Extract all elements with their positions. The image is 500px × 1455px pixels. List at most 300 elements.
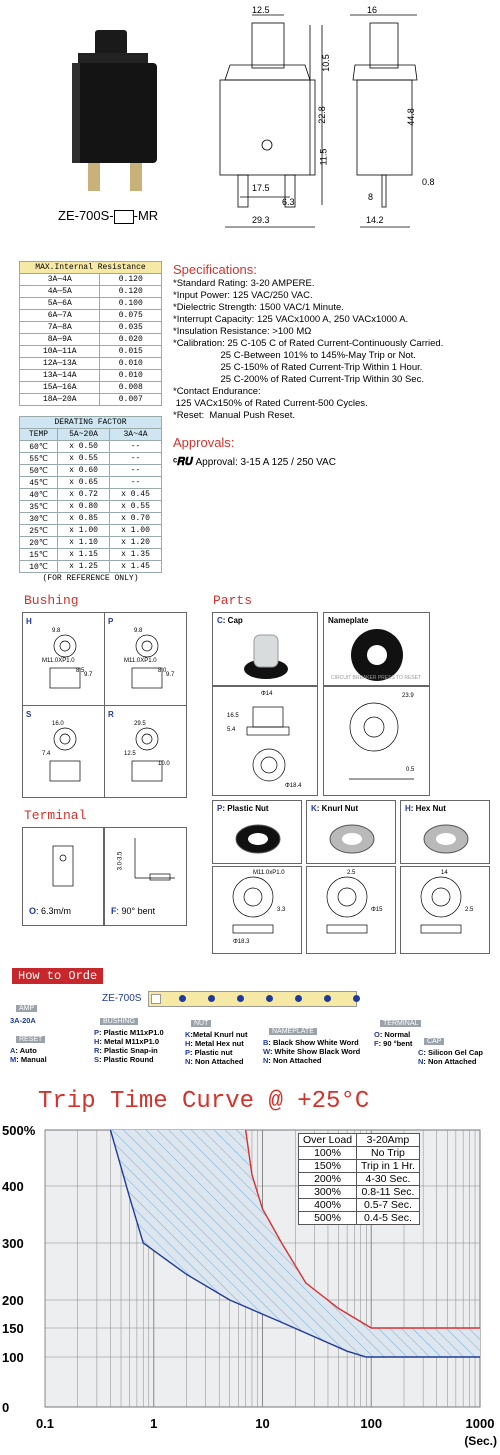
bushing-dim: 8.5 xyxy=(76,668,85,674)
value-cell: 0.100 xyxy=(100,298,162,310)
dim-10-5: 10.5 xyxy=(320,54,331,72)
spec-line: 25 C-Between 101% to 145%-May Trip or Not. xyxy=(173,350,416,361)
approvals-text: Approval: 3-15 A 125 / 250 VAC xyxy=(195,457,336,468)
terminal-o-label xyxy=(29,906,71,916)
overload-row xyxy=(299,1160,420,1173)
parts-title: Parts xyxy=(213,593,253,608)
table-row xyxy=(20,513,162,525)
table-cell: x 1.35 xyxy=(110,549,162,561)
cap-label-text: : Cap xyxy=(222,616,243,625)
order-bushing-option xyxy=(94,1028,164,1037)
spec-line: *Interrupt Capacity: 125 VACx1000 A, 250 VACx1000 A. xyxy=(173,314,409,325)
nut-photo-box xyxy=(306,800,396,864)
overload-table xyxy=(298,1133,420,1225)
terminal-f-dim: 3.0-3.5 xyxy=(117,851,124,871)
nut-label-text: : Knurl Nut xyxy=(316,804,359,813)
table-cell: x 1.10 xyxy=(58,537,110,549)
order-nut-option xyxy=(185,1039,244,1048)
option-label: : Metal M11xP1.0 xyxy=(99,1037,160,1046)
value-cell: 0.020 xyxy=(100,334,162,346)
overload-cell: 500% xyxy=(299,1212,357,1225)
table-cell: x 0.55 xyxy=(58,453,110,465)
side-view-drawing xyxy=(345,5,435,240)
dim-14-2: 14.2 xyxy=(366,215,384,225)
bushing-dim: 16.0 xyxy=(52,721,64,727)
overload-cell: 0.4-5 Sec. xyxy=(357,1212,420,1225)
model-label xyxy=(58,208,158,224)
overload-row xyxy=(299,1147,420,1160)
option-label: : Non Attached xyxy=(268,1056,322,1065)
option-key: A xyxy=(10,1046,16,1055)
order-box-amp xyxy=(151,994,161,1004)
nut-dim: Φ15 xyxy=(371,907,383,913)
value-cell: 0.007 xyxy=(100,394,162,406)
table-cell: 45℃ xyxy=(20,477,58,489)
table-cell: -- xyxy=(110,465,162,477)
table-cell: x 0.60 xyxy=(58,465,110,477)
resistance-table-header: MAX.Internal Resistance xyxy=(20,262,162,274)
spec-line: *Contact Endurance: xyxy=(173,386,261,397)
overload-cell: 200% xyxy=(299,1173,357,1186)
table-row xyxy=(20,525,162,537)
order-terminal-option xyxy=(374,1039,412,1048)
specifications-title: Specifications: xyxy=(173,262,257,277)
option-key: N xyxy=(185,1057,191,1066)
order-boxes xyxy=(148,991,357,1007)
terminal-f-label xyxy=(111,906,155,916)
table-cell: x 1.20 xyxy=(110,537,162,549)
range-cell: 15A—16A xyxy=(20,382,100,394)
dim-17-5: 17.5 xyxy=(252,183,270,193)
table-row xyxy=(20,489,162,501)
option-label: : Metal Hex nut xyxy=(190,1039,244,1048)
order-bushing-option xyxy=(94,1046,158,1055)
spec-line: *Dielectric Strength: 1500 VAC/1 Minute. xyxy=(173,302,344,313)
bushing-dim: 7.4 xyxy=(42,751,51,757)
order-bushing-option xyxy=(94,1055,154,1064)
product-photo xyxy=(60,25,170,195)
table-row xyxy=(20,441,162,453)
trip-curve-title: Trip Time Curve @ +25°C xyxy=(38,1088,370,1115)
option-key: H xyxy=(185,1039,191,1048)
table-cell: x 1.00 xyxy=(110,525,162,537)
y-tick-label: 500% xyxy=(2,1123,36,1138)
order-reset-option xyxy=(10,1046,37,1055)
trip-curve-chart xyxy=(0,1120,500,1450)
value-cell: 0.010 xyxy=(100,358,162,370)
terminal-f-text: : 90° bent xyxy=(116,906,156,916)
x-tick-label: 1 xyxy=(150,1416,158,1431)
table-row xyxy=(20,310,162,322)
order-terminal-option xyxy=(374,1030,410,1039)
order-tag-nut: NUT xyxy=(191,1020,211,1027)
nameplate-dim-0: 23.9 xyxy=(402,693,414,699)
option-key: P xyxy=(185,1048,191,1057)
order-reset-option xyxy=(10,1055,47,1064)
bushing-dim: 9.8 xyxy=(134,628,143,634)
table-cell: 25℃ xyxy=(20,525,58,537)
bushing-dim: M11.0XP1.0 xyxy=(42,658,75,664)
dim-44-8: 44.8 xyxy=(405,108,416,126)
derating-table xyxy=(19,416,162,583)
ul-mark-icon: ᶜ𝑹𝑼 xyxy=(173,456,194,468)
table-row xyxy=(20,453,162,465)
range-cell: 12A—13A xyxy=(20,358,100,370)
table-row xyxy=(20,561,162,573)
column-header: 3A~4A xyxy=(110,429,162,441)
range-cell: 6A—7A xyxy=(20,310,100,322)
nameplate-photo-box xyxy=(323,612,430,686)
specifications-list xyxy=(173,278,498,422)
order-cap-option xyxy=(418,1057,476,1066)
table-cell: 40℃ xyxy=(20,489,58,501)
dim-6-3: 6.3 xyxy=(282,197,295,207)
option-label: : Black Show White Word xyxy=(268,1038,359,1047)
approvals-line xyxy=(173,456,336,469)
overload-header: 3-20Amp xyxy=(357,1134,420,1147)
order-slot-dot xyxy=(295,995,302,1002)
nameplate-label: Nameplate xyxy=(328,616,369,625)
table-cell: x 0.50 xyxy=(58,441,110,453)
nut-icon xyxy=(327,819,377,859)
value-cell: 0.035 xyxy=(100,322,162,334)
nut-dim: 3.3 xyxy=(277,907,286,913)
option-label: : Auto xyxy=(15,1046,37,1055)
option-label: : Manual xyxy=(16,1055,47,1064)
table-cell: 50℃ xyxy=(20,465,58,477)
table-cell: x 0.85 xyxy=(58,513,110,525)
order-slot-dot xyxy=(237,995,244,1002)
bushing-drawing xyxy=(112,721,182,791)
bushing-key: P xyxy=(108,617,114,626)
overload-row xyxy=(299,1173,420,1186)
spec-line: *Reset: Manual Push Reset. xyxy=(173,410,295,421)
range-cell: 7A—8A xyxy=(20,322,100,334)
y-tick-label: 400 xyxy=(2,1179,24,1194)
table-row xyxy=(20,358,162,370)
table-cell: -- xyxy=(110,453,162,465)
value-cell: 0.010 xyxy=(100,370,162,382)
table-row xyxy=(20,537,162,549)
nut-dim: Φ18.3 xyxy=(233,939,250,945)
range-cell: 8A—9A xyxy=(20,334,100,346)
spec-line: *Calibration: 25 C-105 C of Rated Current-Continuously Carried. xyxy=(173,338,444,349)
bushing-key: H xyxy=(26,617,32,626)
approvals-title: Approvals: xyxy=(173,435,235,450)
dim-16: 16 xyxy=(367,5,378,15)
cap-icon xyxy=(241,629,291,681)
x-tick-label: 0.1 xyxy=(35,1416,55,1431)
order-tag-nameplate: NAMEPLATE xyxy=(269,1028,317,1035)
nameplate-dim-1: 0.5 xyxy=(406,767,415,773)
value-cell: 0.075 xyxy=(100,310,162,322)
terminal-f-key: F xyxy=(111,906,117,916)
table-row xyxy=(20,274,162,286)
overload-cell: 400% xyxy=(299,1199,357,1212)
order-tag-bushing: BUSHING xyxy=(100,1018,138,1025)
overload-cell: 100% xyxy=(299,1147,357,1160)
option-label: : Normal xyxy=(379,1030,411,1039)
option-label: : Plastic Snap-in xyxy=(99,1046,158,1055)
dim-11-5: 11.5 xyxy=(318,148,329,166)
order-cap-option xyxy=(418,1048,483,1057)
range-cell: 3A—4A xyxy=(20,274,100,286)
range-cell: 13A—14A xyxy=(20,370,100,382)
overload-row xyxy=(299,1212,420,1225)
value-cell: 0.008 xyxy=(100,382,162,394)
option-key: W xyxy=(263,1047,270,1056)
nut-label xyxy=(311,804,391,813)
table-cell: 30℃ xyxy=(20,513,58,525)
spec-line: 125 VACx150% of Rated Current-500 Cycles. xyxy=(173,398,368,409)
model-blank-box xyxy=(114,210,134,224)
derating-columns xyxy=(20,429,162,441)
terminal-o-text: : 6.3m/m xyxy=(36,906,72,916)
overload-cell: No Trip xyxy=(357,1147,420,1160)
cap-key: C xyxy=(217,616,223,625)
order-amp-value: 3A-20A xyxy=(10,1016,36,1025)
table-cell: x 0.45 xyxy=(110,489,162,501)
resistance-table xyxy=(19,261,162,406)
model-prefix: ZE-700S- xyxy=(58,208,114,223)
table-row xyxy=(20,465,162,477)
option-key: F xyxy=(374,1039,379,1048)
option-label: : White Show Black Word xyxy=(269,1047,361,1056)
nut-dim: 2.5 xyxy=(465,907,474,913)
dim-0-8: 0.8 xyxy=(422,177,435,187)
option-label: : Plastic M11xP1.0 xyxy=(99,1028,164,1037)
nut-drawing-box xyxy=(212,866,302,954)
cap-dim-3: Φ18.4 xyxy=(285,783,302,789)
bushing-dim: 9.7 xyxy=(166,672,175,678)
overload-header: Over Load xyxy=(299,1134,357,1147)
spec-line: 25 C-200% of Rated Current-Trip Within 30 Sec. xyxy=(173,374,424,385)
overload-cell: 4-30 Sec. xyxy=(357,1173,420,1186)
spec-line: 25 C-150% of Rated Current-Trip Within 1 Hour. xyxy=(173,362,423,373)
dim-8: 8 xyxy=(368,192,374,202)
table-row xyxy=(20,477,162,489)
nut-dim: 14 xyxy=(441,870,448,876)
nut-label xyxy=(405,804,485,813)
order-nameplate-option xyxy=(263,1047,360,1056)
table-row xyxy=(20,346,162,358)
bushing-drawing xyxy=(30,721,100,791)
nut-photo-box xyxy=(212,800,302,864)
table-cell: 60℃ xyxy=(20,441,58,453)
table-row xyxy=(20,322,162,334)
overload-cell: 150% xyxy=(299,1160,357,1173)
table-cell: 55℃ xyxy=(20,453,58,465)
derating-table-header: DERATING FACTOR xyxy=(20,417,162,429)
order-tag-reset: RESET xyxy=(16,1036,45,1043)
derating-note: (FOR REFERENCE ONLY) xyxy=(42,574,139,583)
y-tick-label: 150 xyxy=(2,1321,24,1336)
bushing-title: Bushing xyxy=(24,593,79,608)
nut-icon xyxy=(233,819,283,859)
order-slot-dot xyxy=(179,995,186,1002)
option-key: P xyxy=(94,1028,100,1037)
option-label: :Metal Knurl nut xyxy=(190,1030,248,1039)
range-cell: 4A—5A xyxy=(20,286,100,298)
nut-key: K xyxy=(311,804,317,813)
y-tick-label: 0 xyxy=(2,1400,10,1415)
dim-29-3: 29.3 xyxy=(252,215,270,225)
bushing-dim: 29.5 xyxy=(134,721,146,727)
cap-drawing-box xyxy=(212,686,318,796)
cap-dim-1: 16.5 xyxy=(227,713,239,719)
table-cell: -- xyxy=(110,477,162,489)
order-slot-dot xyxy=(324,995,331,1002)
option-key: O xyxy=(374,1030,380,1039)
table-cell: x 0.70 xyxy=(110,513,162,525)
nameplate-drawing-box xyxy=(323,686,430,796)
cap-dim-2: 5.4 xyxy=(227,727,236,733)
bushing-key: R xyxy=(108,710,114,719)
table-cell: 35℃ xyxy=(20,501,58,513)
overload-row xyxy=(299,1186,420,1199)
nut-drawing-box xyxy=(306,866,396,954)
table-cell: x 1.25 xyxy=(58,561,110,573)
option-label: : Plastic nut xyxy=(190,1048,233,1057)
table-cell: x 0.55 xyxy=(110,501,162,513)
table-row xyxy=(20,501,162,513)
dim-22-8: 22.8 xyxy=(316,106,327,124)
nut-photo-box xyxy=(400,800,490,864)
table-row xyxy=(20,298,162,310)
order-tag-cap: CAP xyxy=(424,1038,444,1045)
table-cell: x 1.45 xyxy=(110,561,162,573)
option-key: N xyxy=(418,1057,424,1066)
bushing-dim: 9.7 xyxy=(84,672,93,678)
nut-dim: 2.5 xyxy=(347,870,356,876)
order-nut-option xyxy=(185,1057,243,1066)
nut-label-text: : Plastic Nut xyxy=(222,804,269,813)
order-model: ZE-700S xyxy=(102,993,142,1004)
trip-curve-svg xyxy=(0,1120,500,1450)
y-tick-label: 200 xyxy=(2,1293,24,1308)
overload-cell: 0.8-11 Sec. xyxy=(357,1186,420,1199)
cap-dim-0: Φ14 xyxy=(261,691,273,697)
table-row xyxy=(20,334,162,346)
table-cell: x 0.65 xyxy=(58,477,110,489)
order-tag-amp: AMP xyxy=(16,1005,37,1012)
x-unit-label: (Sec.) xyxy=(464,1434,497,1448)
table-row xyxy=(20,394,162,406)
table-row xyxy=(20,286,162,298)
bushing-dim: 8.0 xyxy=(158,668,167,674)
order-nut-option xyxy=(185,1030,248,1039)
nut-label-text: : Hex Nut xyxy=(410,804,446,813)
x-tick-label: 10 xyxy=(255,1416,270,1431)
table-cell: 20℃ xyxy=(20,537,58,549)
nut-dim: M11.0xP1.0 xyxy=(253,870,285,876)
overload-cell: Trip in 1 Hr. xyxy=(357,1160,420,1173)
spec-line: *Insulation Resistance: >100 MΩ xyxy=(173,326,312,337)
option-label: : Non Attached xyxy=(190,1057,244,1066)
table-cell: x 1.15 xyxy=(58,549,110,561)
cap-photo-box xyxy=(212,612,318,686)
bushing-dim: 10.0 xyxy=(158,761,170,767)
table-row xyxy=(20,370,162,382)
option-key: N xyxy=(263,1056,269,1065)
bushing-dim: 12.5 xyxy=(124,751,136,757)
y-tick-label: 300 xyxy=(2,1236,24,1251)
range-cell: 5A—6A xyxy=(20,298,100,310)
nut-drawing-box xyxy=(400,866,490,954)
order-nut-option xyxy=(185,1048,233,1057)
order-slot-dot xyxy=(353,995,360,1002)
model-suffix: -MR xyxy=(133,208,159,223)
option-key: M xyxy=(10,1055,17,1064)
terminal-title: Terminal xyxy=(24,808,87,823)
bushing-key: S xyxy=(26,710,32,719)
cap-label xyxy=(217,616,313,625)
order-tag-terminal: TERMINAL xyxy=(380,1020,421,1027)
value-cell: 0.120 xyxy=(100,274,162,286)
option-key: S xyxy=(94,1055,100,1064)
value-cell: 0.015 xyxy=(100,346,162,358)
overload-cell: 300% xyxy=(299,1186,357,1199)
terminal-f-box xyxy=(104,827,187,926)
table-cell: -- xyxy=(110,441,162,453)
order-title: How to Orde xyxy=(12,968,103,984)
option-label: : 90 °bent xyxy=(378,1039,413,1048)
column-header: 5A~20A xyxy=(58,429,110,441)
nameplate-ring-text: CIRCUIT BREAKER PRESS TO RESET xyxy=(330,675,422,681)
nut-label xyxy=(217,804,297,813)
overload-row xyxy=(299,1199,420,1212)
order-nameplate-option xyxy=(263,1056,321,1065)
option-label: : Silicon Gel Cap xyxy=(423,1048,484,1057)
dim-12-5: 12.5 xyxy=(252,5,270,15)
spec-line: *Standard Rating: 3-20 AMPERE. xyxy=(173,278,315,289)
order-slot-dot xyxy=(208,995,215,1002)
x-tick-label: 1000 xyxy=(465,1416,495,1431)
nut-key: P xyxy=(217,804,223,813)
option-key: B xyxy=(263,1038,269,1047)
x-tick-label: 100 xyxy=(360,1416,383,1431)
option-key: H xyxy=(94,1037,100,1046)
terminal-o-key: O xyxy=(29,906,37,916)
spec-line: *Input Power: 125 VAC/250 VAC. xyxy=(173,290,313,301)
overload-header-row xyxy=(299,1134,420,1147)
order-slot-dot xyxy=(266,995,273,1002)
option-key: C xyxy=(418,1048,424,1057)
y-tick-label: 100 xyxy=(2,1350,24,1365)
option-label: : Plastic Round xyxy=(99,1055,154,1064)
range-cell: 10A—11A xyxy=(20,346,100,358)
range-cell: 18A—20A xyxy=(20,394,100,406)
table-cell: 15℃ xyxy=(20,549,58,561)
bushing-dim: M11.0XP1.0 xyxy=(124,658,157,664)
table-cell: x 0.80 xyxy=(58,501,110,513)
order-nameplate-option xyxy=(263,1038,359,1047)
option-key: R xyxy=(94,1046,100,1055)
bushing-dim: 9.8 xyxy=(52,628,61,634)
order-bushing-option xyxy=(94,1037,159,1046)
table-cell: x 0.72 xyxy=(58,489,110,501)
overload-cell: 0.5-7 Sec. xyxy=(357,1199,420,1212)
table-cell: 10℃ xyxy=(20,561,58,573)
table-row xyxy=(20,382,162,394)
table-row xyxy=(20,549,162,561)
option-key: K xyxy=(185,1030,191,1039)
value-cell: 0.120 xyxy=(100,286,162,298)
nut-key: H xyxy=(405,804,411,813)
nut-icon xyxy=(421,819,471,859)
table-cell: x 1.00 xyxy=(58,525,110,537)
terminal-o-box xyxy=(22,827,104,926)
